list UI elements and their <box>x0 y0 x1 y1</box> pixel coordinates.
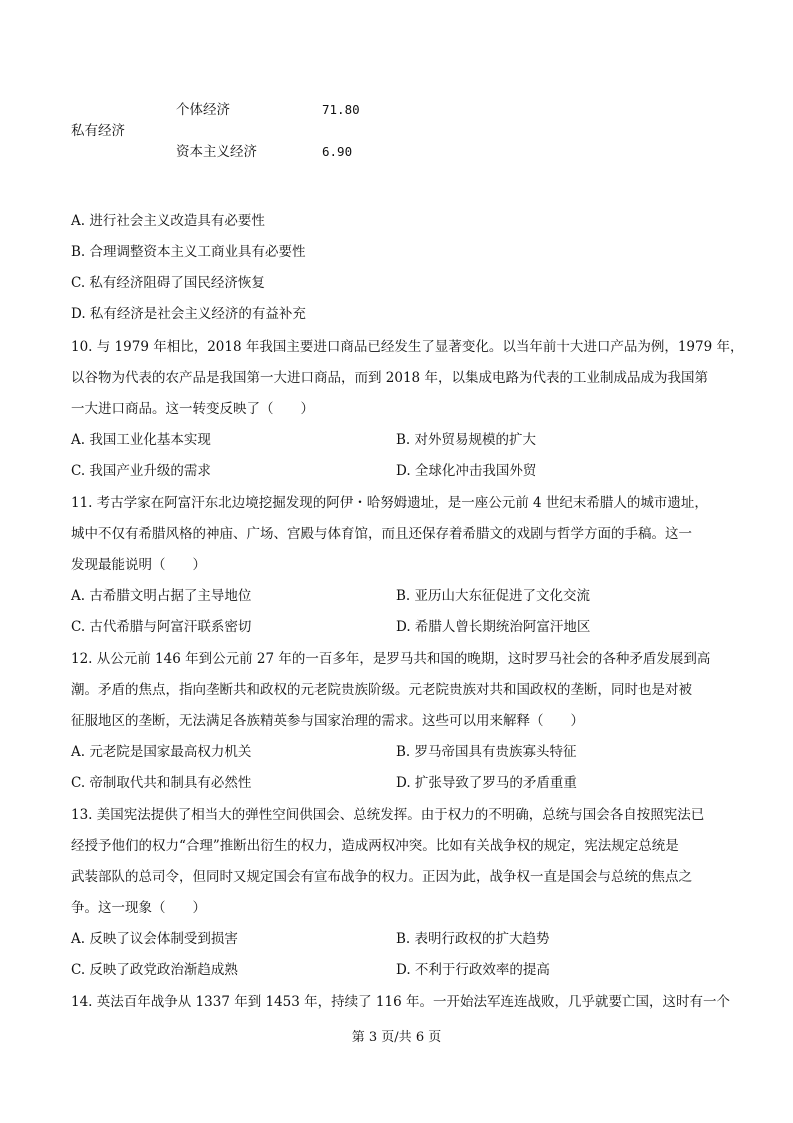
table-row-group-label: 私有经济 <box>71 123 125 139</box>
q13-option-d: D. 不利于行政效率的提高 <box>396 962 550 978</box>
table-row-label-individual: 个体经济 <box>176 102 230 118</box>
q9-option-d: D. 私有经济是社会主义经济的有益补充 <box>71 306 306 322</box>
q12-stem-line-2: 潮。矛盾的焦点，指向垄断共和政权的元老院贵族阶级。元老院贵族对共和国政权的垄断，同时也是对被 <box>71 682 692 698</box>
q12-option-b: B. 罗马帝国具有贵族寡头特征 <box>396 744 577 760</box>
q10-stem-line-2: 以谷物为代表的农产品是我国第一大进口商品，而到 2018 年，以集成电路为代表的工业制成品成为我国第 <box>71 370 708 386</box>
q11-option-c: C. 古代希腊与阿富汗联系密切 <box>71 619 252 635</box>
q10-stem-line-1: 10. 与 1979 年相比，2018 年我国主要进口商品已经发生了显著变化。以当年前十大进口产品为例，1979 年， <box>71 339 744 355</box>
q12-option-c: C. 帝制取代共和制具有必然性 <box>71 775 252 791</box>
q10-option-a: A. 我国工业化基本实现 <box>71 432 211 448</box>
q10-option-d: D. 全球化冲击我国外贸 <box>396 463 537 479</box>
q13-stem-line-1: 13. 美国宪法提供了相当大的弹性空间供国会、总统发挥。由于权力的不明确，总统与国会各自按照宪法已 <box>71 807 705 823</box>
table-row-value-individual: 71.80 <box>322 102 360 117</box>
q12-option-d: D. 扩张导致了罗马的矛盾重重 <box>396 775 577 791</box>
q13-stem-line-4: 争。这一现象（ ） <box>71 900 206 916</box>
q11-stem-line-3: 发现最能说明（ ） <box>71 557 206 573</box>
q9-option-c: C. 私有经济阻碍了国民经济恢复 <box>71 275 265 291</box>
q11-option-a: A. 古希腊文明占据了主导地位 <box>71 588 252 604</box>
page-number-footer: 第 3 页/共 6 页 <box>351 1030 442 1045</box>
q11-stem-line-2: 城中不仅有希腊风格的神庙、广场、宫殿与体育馆，而且还保存着希腊文的戏剧与哲学方面的手稿。这一 <box>71 526 692 542</box>
q9-option-b: B. 合理调整资本主义工商业具有必要性 <box>71 244 306 260</box>
q11-stem-line-1: 11. 考古学家在阿富汗东北边境挖掘发现的阿伊・哈努姆遗址，是一座公元前 4 世纪末希腊人的城市遗址， <box>71 495 708 511</box>
q14-stem-line-1: 14. 英法百年战争从 1337 年到 1453 年，持续了 116 年。一开始法军连连战败，几乎就要亡国，这时有一个 <box>71 994 730 1010</box>
q10-stem-line-3: 一大进口商品。这一转变反映了（ ） <box>71 401 314 417</box>
q13-stem-line-2: 经授予他们的权力“合理”推断出衍生的权力，造成两权冲突。比如有关战争权的规定，宪法规定总统是 <box>71 838 679 854</box>
q10-option-c: C. 我国产业升级的需求 <box>71 463 211 479</box>
q10-option-b: B. 对外贸易规模的扩大 <box>396 432 537 448</box>
q12-stem-line-3: 征服地区的垄断，无法满足各族精英参与国家治理的需求。这些可以用来解释（ ） <box>71 713 584 729</box>
q12-option-a: A. 元老院是国家最高权力机关 <box>71 744 252 760</box>
q13-stem-line-3: 武装部队的总司令，但同时又规定国会有宣布战争的权力。正因为此，战争权一直是国会与总统的焦点之 <box>71 869 692 885</box>
q13-option-a: A. 反映了议会体制受到损害 <box>71 931 238 947</box>
table-row-value-capitalist: 6.90 <box>322 144 353 159</box>
q11-option-b: B. 亚历山大东征促进了文化交流 <box>396 588 591 604</box>
q13-option-c: C. 反映了政党政治渐趋成熟 <box>71 962 238 978</box>
q13-option-b: B. 表明行政权的扩大趋势 <box>396 931 550 947</box>
q12-stem-line-1: 12. 从公元前 146 年到公元前 27 年的一百多年，是罗马共和国的晚期，这时罗马社会的各种矛盾发展到高 <box>71 651 711 667</box>
q9-option-a: A. 进行社会主义改造具有必要性 <box>71 213 265 229</box>
table-row-label-capitalist: 资本主义经济 <box>176 144 257 160</box>
q11-option-d: D. 希腊人曾长期统治阿富汗地区 <box>396 619 591 635</box>
